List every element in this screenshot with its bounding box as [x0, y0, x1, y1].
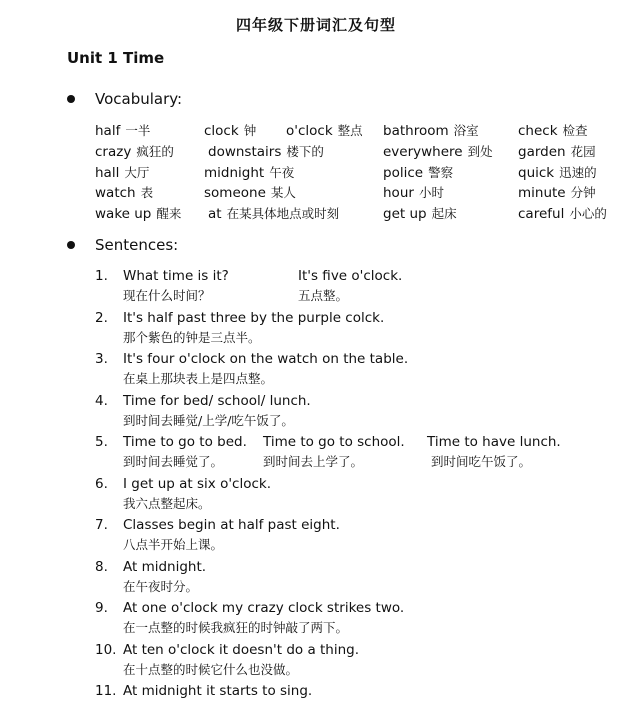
- vocab-meaning: 分钟: [570, 185, 596, 201]
- sentence-chinese: 到时间去睡觉/上学/吃午饭了。: [123, 412, 294, 428]
- vocab-item: [208, 142, 324, 163]
- sentence-item: [95, 474, 625, 516]
- sentence-chinese: 到时间去上学了。: [263, 454, 364, 469]
- vocab-item: [95, 163, 149, 184]
- sentence-english: Time for bed/ school/ lunch.: [123, 392, 311, 409]
- sentence-english: Time to go to bed.: [123, 434, 247, 450]
- sentences-list: [95, 266, 625, 723]
- vocabulary-heading-label: Vocabulary:: [95, 90, 183, 108]
- sentence-chinese: 在十点整的时候它什么也没做。: [123, 661, 299, 677]
- vocab-meaning: 小心的: [569, 206, 607, 222]
- vocab-meaning: 检查: [562, 123, 588, 138]
- sentence-chinese: 现在什么时间？: [123, 288, 211, 303]
- vocab-meaning: 大厅: [124, 164, 150, 180]
- vocab-meaning: 到处: [467, 143, 493, 159]
- vocab-item: [383, 142, 493, 163]
- vocab-item: [518, 163, 597, 184]
- vocab-meaning: 警察: [428, 164, 454, 180]
- vocab-word: get up: [383, 206, 427, 223]
- sentence-item: [95, 308, 625, 350]
- vocab-word: hall: [95, 164, 120, 181]
- sentence-item: [95, 598, 625, 640]
- sentence-chinese: 五点整。: [298, 288, 349, 303]
- vocab-meaning: 浴室: [453, 123, 479, 138]
- sentence-number: 7.: [95, 517, 108, 533]
- sentences-heading-label: Sentences:: [95, 236, 179, 254]
- sentence-item: [95, 391, 625, 433]
- sentence-english: What time is it?: [123, 268, 229, 284]
- vocab-item: [518, 183, 596, 204]
- vocab-item: [518, 121, 588, 142]
- bullet-icon: [67, 241, 75, 249]
- vocab-word: wake up: [95, 206, 152, 223]
- sentence-chinese: 在桌上那块表上是四点整。: [123, 371, 274, 386]
- vocab-word: bathroom: [383, 123, 449, 139]
- vocab-row: [95, 121, 625, 142]
- vocab-word: o'clock: [286, 123, 333, 139]
- vocab-word: check: [518, 123, 558, 139]
- vocab-word: at: [208, 206, 222, 223]
- vocab-item: [383, 183, 444, 204]
- vocab-row: [95, 183, 625, 204]
- vocab-word: someone: [204, 185, 266, 202]
- vocab-word: hour: [383, 185, 414, 202]
- sentence-number: 3.: [95, 351, 108, 367]
- sentence-item: [95, 266, 625, 308]
- sentence-item: [95, 349, 625, 391]
- sentence-chinese: 到时间吃午饭了。: [431, 454, 532, 469]
- sentence-number: 11.: [95, 683, 117, 699]
- vocab-word: watch: [95, 185, 136, 202]
- page-title: 四年级下册词汇及句型: [235, 16, 396, 34]
- sentence-english: It's half past three by the purple colck.: [123, 309, 385, 326]
- vocab-word: downstairs: [208, 143, 282, 160]
- vocab-item: [518, 142, 596, 163]
- vocab-word: minute: [518, 185, 566, 202]
- vocab-meaning: 楼下的: [286, 143, 324, 159]
- vocab-item: [383, 204, 457, 225]
- sentence-item: [95, 432, 625, 474]
- sentence-english: At midnight it starts to sing.: [123, 683, 313, 699]
- sentence-chinese: 在一点整的时候我疯狂的时钟敲了两下。: [123, 620, 349, 635]
- vocab-meaning: 整点: [337, 123, 363, 138]
- sentence-number: 6.: [95, 475, 108, 492]
- vocab-item: [204, 121, 256, 142]
- sentence-chinese: 八点半开始上课。: [123, 537, 224, 552]
- vocab-meaning: 表: [140, 185, 154, 201]
- vocab-word: everywhere: [383, 143, 463, 160]
- sentence-english: At ten o'clock it doesn't do a thing.: [123, 641, 360, 658]
- vocab-meaning: 某人: [270, 185, 296, 201]
- vocab-meaning: 小时: [418, 185, 444, 201]
- vocabulary-heading: [67, 90, 182, 108]
- vocab-meaning: 午夜: [269, 164, 295, 180]
- vocab-meaning: 迅速的: [559, 164, 597, 180]
- sentence-number: 4.: [95, 392, 108, 409]
- sentence-chinese: 那个紫色的钟是三点半。: [123, 329, 261, 345]
- vocab-item: [383, 121, 479, 142]
- sentence-number: 1.: [95, 268, 108, 284]
- sentence-english: I get up at six o'clock.: [123, 475, 272, 492]
- sentence-item: [95, 681, 625, 723]
- sentence-english: Time to have lunch.: [427, 434, 561, 450]
- sentence-chinese: 在午夜时分。: [123, 578, 199, 594]
- sentence-number: 2.: [95, 309, 108, 326]
- bullet-icon: [67, 95, 75, 103]
- vocab-item: [518, 204, 607, 225]
- vocab-meaning: 疯狂的: [136, 143, 174, 159]
- vocabulary-list: [95, 121, 625, 225]
- sentence-number: 10.: [95, 641, 117, 658]
- sentence-english: Time to go to school.: [263, 434, 405, 450]
- sentence-english: Classes begin at half past eight.: [123, 517, 340, 533]
- vocab-word: quick: [518, 164, 555, 181]
- vocab-word: midnight: [204, 164, 265, 181]
- sentence-english: At midnight.: [123, 558, 207, 575]
- vocab-row: [95, 163, 625, 184]
- sentence-number: 9.: [95, 600, 108, 616]
- sentences-heading: [67, 236, 178, 254]
- vocab-word: crazy: [95, 143, 132, 160]
- vocab-word: police: [383, 164, 424, 181]
- sentence-english: It's four o'clock on the watch on the table.: [123, 351, 409, 367]
- vocab-word: careful: [518, 206, 565, 223]
- vocab-item: [204, 183, 296, 204]
- sentence-english: At one o'clock my crazy clock strikes two.: [123, 600, 405, 616]
- vocab-item: [95, 204, 181, 225]
- vocab-meaning: 在某具体地点或时刻: [226, 206, 340, 222]
- vocab-item: [204, 163, 294, 184]
- vocab-item: [95, 121, 150, 142]
- vocab-item: [208, 204, 339, 225]
- vocab-row: [95, 142, 625, 163]
- vocab-meaning: 醒来: [156, 206, 182, 222]
- vocab-item: [95, 183, 153, 204]
- sentence-item: [95, 557, 625, 599]
- vocab-word: half: [95, 123, 121, 139]
- vocab-item: [95, 142, 174, 163]
- vocab-meaning: 钟: [243, 123, 257, 138]
- vocab-meaning: 一半: [125, 123, 151, 138]
- vocab-meaning: 花园: [570, 143, 596, 159]
- sentence-number: 8.: [95, 558, 108, 575]
- vocab-word: garden: [518, 143, 566, 160]
- sentence-number: 5.: [95, 434, 108, 450]
- unit-title: Unit 1 Time: [67, 49, 165, 67]
- vocab-item: [383, 163, 453, 184]
- sentence-chinese: 到时间去睡觉了。: [123, 454, 224, 469]
- sentence-english: It's five o'clock.: [298, 268, 403, 284]
- vocab-item: [286, 121, 363, 142]
- sentence-chinese: 我六点整起床。: [123, 495, 211, 511]
- sentence-item: [95, 640, 625, 682]
- vocab-word: clock: [204, 123, 239, 139]
- vocab-meaning: 起床: [431, 206, 457, 222]
- vocab-row: [95, 204, 625, 225]
- sentence-item: [95, 515, 625, 557]
